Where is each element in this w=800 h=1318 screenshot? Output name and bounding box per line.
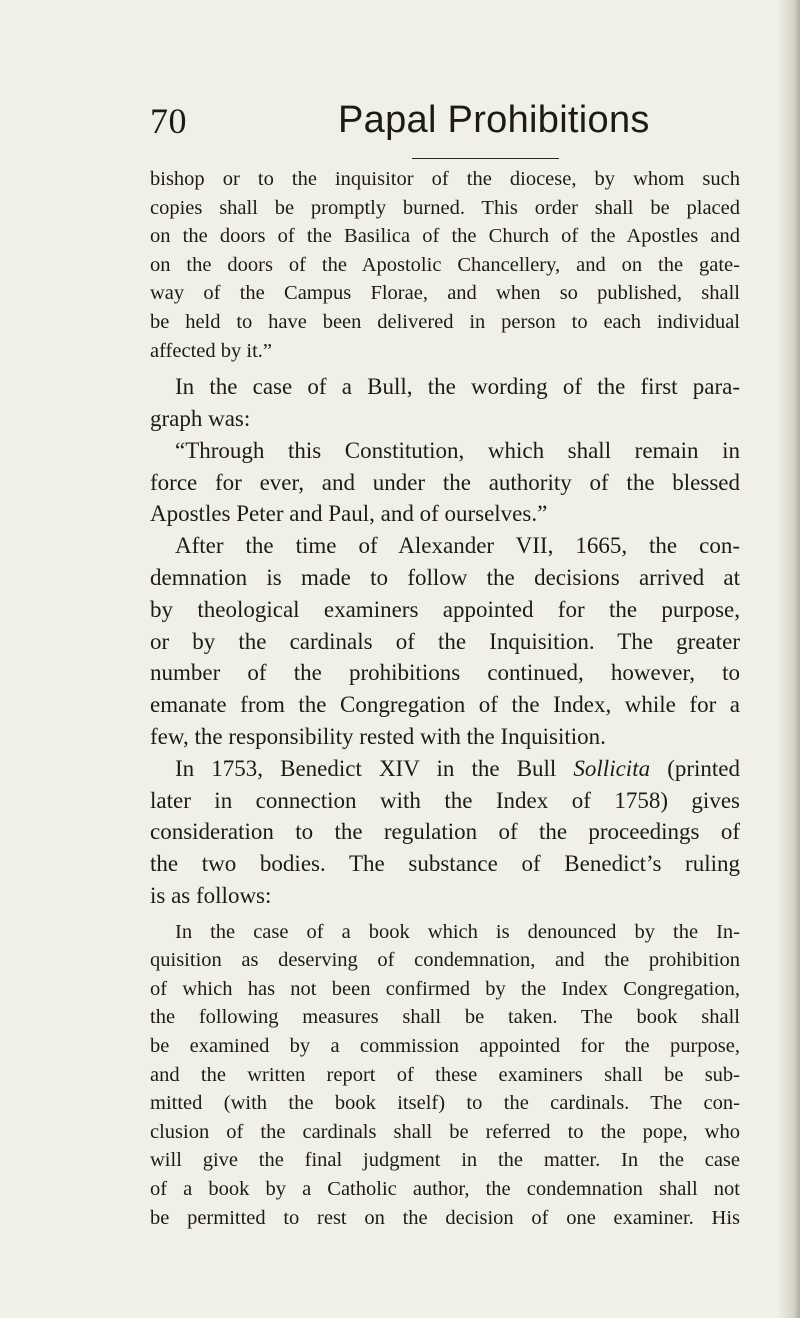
text-line: the two bodies. The substance of Benedict’s ruling bbox=[150, 851, 740, 877]
text-line: Apostles Peter and Paul, and of ourselves.” bbox=[150, 501, 548, 527]
paragraph-ruling bbox=[150, 918, 740, 1233]
header-rule bbox=[412, 158, 559, 159]
text-line: “Through this Constitution, which shall remain in bbox=[175, 437, 740, 463]
text-line: affected by it.” bbox=[150, 339, 272, 362]
text-line: copies shall be promptly burned. This order shall be placed bbox=[150, 196, 740, 219]
text-line: of a book by a Catholic author, the condemnation shall not bbox=[150, 1178, 740, 1201]
text-line: way of the Campus Florae, and when so published, shall bbox=[150, 282, 740, 305]
paragraph-bull-wording bbox=[150, 371, 740, 435]
text-run: (printed bbox=[650, 755, 740, 781]
text-line: emanate from the Congregation of the Index, while for a bbox=[150, 692, 740, 718]
paragraph-quoted-order bbox=[150, 165, 740, 365]
text-line: on the doors of the Basilica of the Church of the Apostles and bbox=[150, 225, 740, 248]
text-line: force for ever, and under the authority of the blessed bbox=[150, 469, 740, 495]
text-run: In 1753, Benedict XIV in the Bull bbox=[175, 755, 574, 781]
text-line: the following measures shall be taken. The book shall bbox=[150, 1006, 740, 1029]
paragraph-benedict-xiv bbox=[150, 753, 740, 912]
page-number: 70 bbox=[150, 101, 187, 141]
text-line: demnation is made to follow the decisions arrived at bbox=[150, 564, 740, 590]
body-text bbox=[150, 165, 740, 1232]
text-line: clusion of the cardinals shall be referred to the pope, who bbox=[150, 1120, 740, 1143]
text-line: graph was: bbox=[150, 405, 251, 431]
text-line: In the case of a book which is denounced by the In- bbox=[175, 920, 740, 943]
text-line: After the time of Alexander VII, 1665, the con- bbox=[175, 533, 740, 559]
text-line: be held to have been delivered in person to each individual bbox=[150, 310, 740, 333]
text-line: and the written report of these examiners shall be sub- bbox=[150, 1063, 740, 1086]
text-line bbox=[150, 753, 740, 785]
text-line: number of the prohibitions continued, however, to bbox=[150, 660, 740, 686]
bull-title: Sollicita bbox=[573, 755, 651, 781]
text-line: be permitted to rest on the decision of one examiner. His bbox=[150, 1206, 740, 1229]
text-line: of which has not been confirmed by the Index Congregation, bbox=[150, 977, 740, 1000]
text-line: by theological examiners appointed for the purpose, bbox=[150, 596, 740, 622]
text-line: or by the cardinals of the Inquisition. The greater bbox=[150, 628, 740, 654]
running-head: Papal Prohibitions bbox=[338, 99, 650, 141]
text-line: quisition as deserving of condemnation, and the prohibition bbox=[150, 949, 740, 972]
text-line: few, the responsibility rested with the Inquisition. bbox=[150, 723, 606, 749]
text-line: be examined by a commission appointed for the purpose, bbox=[150, 1035, 740, 1058]
text-line: consideration to the regulation of the proceedings of bbox=[150, 819, 740, 845]
text-line: later in connection with the Index of 1758) gives bbox=[150, 787, 740, 813]
paragraph-alexander-vii bbox=[150, 530, 740, 753]
text-line: In the case of a Bull, the wording of the first para- bbox=[175, 374, 740, 400]
text-line: bishop or to the inquisitor of the diocese, by whom such bbox=[150, 168, 740, 190]
text-line: mitted (with the book itself) to the cardinals. The con- bbox=[150, 1092, 740, 1115]
text-line: will give the final judgment in the matter. In the case bbox=[150, 1149, 740, 1172]
paragraph-constitution-quote bbox=[150, 435, 740, 530]
page-edge-shadow bbox=[778, 0, 800, 1318]
text-line: on the doors of the Apostolic Chancellery, and on the gate- bbox=[150, 253, 740, 276]
text-line: is as follows: bbox=[150, 882, 272, 908]
